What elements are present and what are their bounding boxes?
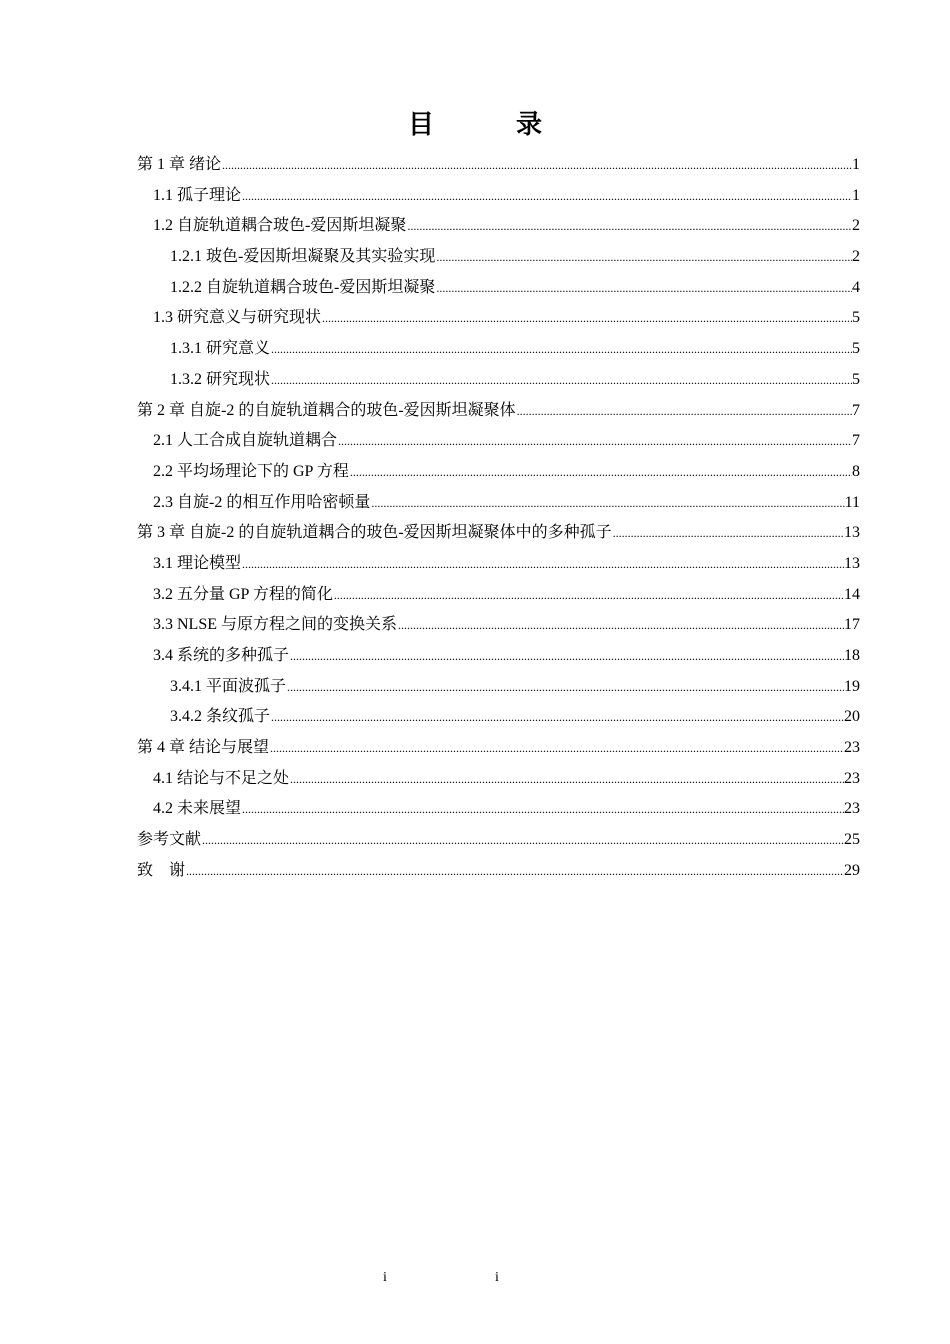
toc-entry-label: 4.1 结论与不足之处 (153, 769, 290, 787)
toc-entry[interactable] (137, 426, 860, 457)
toc-dot-leader (271, 334, 852, 365)
toc-dot-leader (436, 242, 852, 273)
toc-entry-label: 1.2 自旋轨道耦合玻色-爱因斯坦凝聚 (153, 217, 407, 235)
toc-dot-leader (350, 457, 852, 488)
toc-entry-label: 第 1 章 绪论 (137, 156, 222, 173)
toc-dot-leader (287, 672, 844, 703)
toc-dot-leader (242, 549, 844, 580)
toc-dot-leader (290, 764, 844, 795)
toc-entry-page: 5 (852, 309, 860, 327)
toc-entry-label: 2.2 平均场理论下的 GP 方程 (153, 462, 349, 480)
toc-entry-label: 致 谢 (137, 861, 186, 879)
toc-entry-page: 8 (852, 462, 860, 480)
toc-entry-page: 19 (844, 677, 860, 695)
toc-entry-label: 4.2 未来展望 (153, 800, 242, 818)
toc-entry-label: 1.2.2 自旋轨道耦合玻色-爱因斯坦凝聚 (170, 278, 436, 296)
toc-dot-leader (371, 488, 844, 519)
toc-entry-page: 13 (844, 524, 860, 542)
toc-entry[interactable] (137, 334, 860, 365)
toc-entry-page: 13 (844, 554, 860, 572)
toc-entry[interactable] (137, 733, 860, 764)
toc-entry-page: 14 (844, 585, 860, 603)
toc-dot-leader (613, 518, 844, 549)
toc-entry[interactable] (137, 856, 860, 887)
toc-entry[interactable] (137, 242, 860, 273)
toc-entry-page: 5 (852, 370, 860, 388)
toc-list (137, 150, 860, 887)
toc-entry-label: 3.4.1 平面波孤子 (170, 677, 287, 695)
toc-entry[interactable] (137, 181, 860, 212)
toc-entry-label: 3.2 五分量 GP 方程的简化 (153, 585, 333, 603)
toc-entry-page: 23 (844, 800, 860, 818)
toc-entry-label: 3.1 理论模型 (153, 554, 242, 572)
toc-entry[interactable] (137, 518, 860, 549)
toc-dot-leader (271, 365, 852, 396)
toc-entry-page: 29 (844, 861, 860, 879)
toc-entry[interactable] (137, 610, 860, 641)
toc-dot-leader (436, 273, 852, 304)
toc-entry-page: 2 (852, 248, 860, 266)
toc-entry[interactable] (137, 702, 860, 733)
toc-entry-page: 20 (844, 708, 860, 726)
toc-entry-page: 17 (844, 616, 860, 634)
toc-entry-page: 7 (852, 401, 860, 419)
toc-dot-leader (271, 702, 844, 733)
toc-entry-label: 3.4 系统的多种孤子 (153, 647, 290, 664)
toc-entry[interactable] (137, 303, 860, 334)
toc-entry-label: 第 3 章 自旋-2 的自旋轨道耦合的玻色-爱因斯坦凝聚体中的多种孤子 (137, 524, 612, 542)
toc-entry-page: 5 (852, 340, 860, 358)
toc-dot-leader (517, 396, 852, 427)
toc-entry[interactable] (137, 672, 860, 703)
toc-entry[interactable] (137, 150, 860, 181)
toc-entry-page: 23 (844, 739, 860, 757)
toc-entry-page: 1 (852, 186, 860, 204)
toc-entry-page: 4 (852, 278, 860, 296)
toc-entry[interactable] (137, 764, 860, 795)
toc-entry[interactable] (137, 365, 860, 396)
toc-dot-leader (270, 733, 844, 764)
toc-entry-label: 1.3 研究意义与研究现状 (153, 309, 322, 327)
toc-entry[interactable] (137, 273, 860, 304)
page-number-right: i (495, 1270, 499, 1285)
toc-title: 目 录 (407, 110, 570, 139)
toc-entry-label: 参考文献 (137, 831, 202, 849)
toc-dot-leader (334, 580, 844, 611)
toc-entry-label: 3.4.2 条纹孤子 (170, 708, 271, 726)
toc-entry-page: 2 (852, 217, 860, 235)
toc-dot-leader (322, 303, 852, 334)
toc-entry-label: 1.3.2 研究现状 (170, 370, 271, 388)
toc-entry-label: 1.2.1 玻色-爱因斯坦凝聚及其实验实现 (170, 248, 436, 266)
toc-entry-label: 第 4 章 结论与展望 (137, 739, 270, 757)
toc-entry-page: 11 (844, 493, 860, 511)
toc-entry[interactable] (137, 794, 860, 825)
toc-entry-label: 第 2 章 自旋-2 的自旋轨道耦合的玻色-爱因斯坦凝聚体 (137, 401, 516, 419)
toc-dot-leader (242, 794, 844, 825)
toc-dot-leader (202, 825, 844, 856)
toc-entry-page: 18 (844, 647, 860, 664)
toc-dot-leader (398, 610, 844, 641)
toc-entry[interactable] (137, 396, 860, 427)
toc-entry[interactable] (137, 457, 860, 488)
toc-dot-leader (222, 150, 852, 181)
toc-entry-page: 23 (844, 769, 860, 787)
toc-entry-page: 1 (852, 156, 860, 173)
toc-entry[interactable] (137, 825, 860, 856)
page-number-left: i (383, 1270, 387, 1285)
toc-entry-label: 3.3 NLSE 与原方程之间的变换关系 (153, 616, 398, 634)
toc-entry[interactable] (137, 641, 860, 672)
toc-dot-leader (407, 211, 852, 242)
toc-entry-label: 2.3 自旋-2 的相互作用哈密顿量 (153, 493, 371, 511)
toc-dot-leader (186, 856, 844, 887)
toc-entry-label: 1.3.1 研究意义 (170, 340, 271, 358)
toc-entry-page: 25 (844, 831, 860, 849)
toc-dot-leader (338, 426, 852, 457)
toc-entry-page: 7 (852, 432, 860, 450)
toc-entry-label: 1.1 孤子理论 (153, 186, 242, 204)
toc-entry[interactable] (137, 549, 860, 580)
toc-entry-label: 2.1 人工合成自旋轨道耦合 (153, 432, 338, 450)
toc-entry[interactable] (137, 580, 860, 611)
toc-entry[interactable] (137, 211, 860, 242)
toc-dot-leader (242, 181, 852, 212)
toc-entry[interactable] (137, 488, 860, 519)
toc-dot-leader (290, 641, 844, 672)
